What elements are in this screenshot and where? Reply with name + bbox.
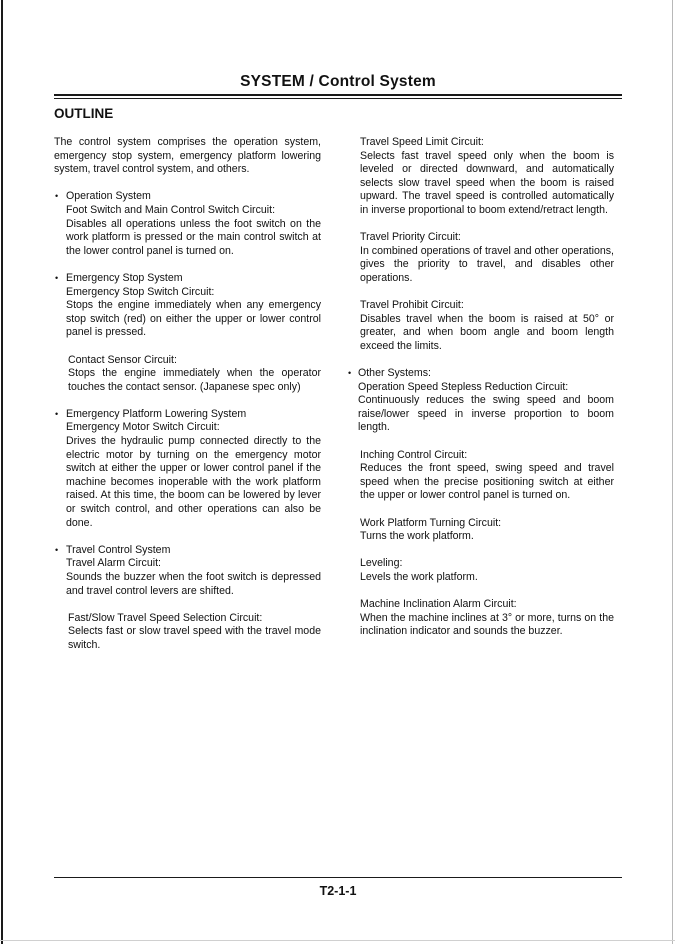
- item-description: Disables all operations unless the foot switch on the work platform is pressed or the main control switch at the lower control panel is turned on.: [66, 217, 321, 257]
- item-description: Continuously reduces the swing speed and boom raise/lower speed in inverse proportion to boom length.: [358, 394, 614, 434]
- item-subheading: Travel Alarm Circuit:: [66, 557, 161, 570]
- item-description: Drives the hydraulic pump connected directly to the electric motor by turning on the emergency motor switch at either the upper or lower control panel if the machine becomes inoperable with the work platform raised. At this time, the boom can be lowered by lever or switch control, and other operations can also be done.: [66, 435, 321, 529]
- right-column: [348, 136, 614, 653]
- header-rule-thick: [54, 94, 622, 96]
- inching-control-block: [348, 449, 614, 503]
- bullet-icon: •: [55, 191, 59, 202]
- block-description: In combined operations of travel and other operations, gives the priority to travel, and disables other operations.: [360, 244, 614, 284]
- section-heading: OUTLINE: [54, 106, 114, 121]
- item-description: Sounds the buzzer when the foot switch is depressed and travel control levers are shifted.: [66, 571, 321, 597]
- block-heading: Fast/Slow Travel Speed Selection Circuit:: [68, 611, 263, 624]
- block-heading: Inching Control Circuit:: [360, 448, 468, 461]
- block-heading: Travel Prohibit Circuit:: [360, 299, 464, 312]
- speed-limit-block: [348, 136, 614, 218]
- page-border-right: [672, 0, 673, 944]
- leveling-block: [348, 557, 614, 584]
- item-subheading: Operation Speed Stepless Reduction Circuit:: [358, 380, 569, 393]
- item-subheading: Emergency Motor Switch Circuit:: [66, 421, 220, 434]
- item-subheading: Emergency Stop Switch Circuit:: [66, 285, 215, 298]
- block-heading: Travel Speed Limit Circuit:: [360, 136, 484, 148]
- item-heading: Travel Control System: [66, 543, 171, 556]
- block-heading: Contact Sensor Circuit:: [68, 353, 177, 366]
- item-heading: Emergency Stop System: [66, 271, 183, 284]
- travel-prohibit-block: [348, 299, 614, 353]
- other-systems-item: [348, 367, 614, 435]
- bullet-icon: •: [348, 368, 352, 379]
- left-column: [54, 136, 321, 666]
- emergency-stop-item: [54, 272, 321, 340]
- operation-system-item: [54, 190, 321, 258]
- block-heading: Machine Inclination Alarm Circuit:: [360, 598, 517, 611]
- block-description: Levels the work platform.: [360, 571, 478, 583]
- bullet-icon: •: [55, 544, 59, 555]
- block-description: Selects fast travel speed only when the boom is leveled or directed downward, and automatically selects slow travel speed when the boom is raised upward. The travel speed is controlled automatically in inverse proportional to boom extend/retract length.: [360, 149, 614, 216]
- block-description: Disables travel when the boom is raised at 50° or greater, and when boom angle and boom length exceed the limits.: [360, 312, 614, 352]
- block-description: Selects fast or slow travel speed with the travel mode switch.: [68, 625, 321, 651]
- block-description: When the machine inclines at 3° or more, turns on the inclination indicator and sounds the buzzer.: [360, 611, 614, 638]
- item-heading: Operation System: [66, 190, 151, 203]
- travel-control-item: [54, 544, 321, 598]
- inclination-alarm-block: [348, 598, 614, 639]
- block-heading: Work Platform Turning Circuit:: [360, 516, 502, 529]
- fast-slow-block: [54, 612, 321, 653]
- bullet-icon: •: [55, 272, 59, 283]
- intro-paragraph: The control system comprises the operation system, emergency stop system, emergency platform lowering system, travel control system, and others.: [54, 136, 321, 176]
- item-heading: Emergency Platform Lowering System: [66, 407, 247, 420]
- bullet-icon: •: [55, 408, 59, 419]
- header-rule-thin: [54, 98, 622, 99]
- travel-priority-block: [348, 231, 614, 285]
- item-subheading: Foot Switch and Main Control Switch Circuit:: [66, 203, 276, 216]
- page-border-left: [1, 0, 3, 944]
- page-border-bottom: [0, 940, 675, 941]
- block-description: Turns the work platform.: [360, 530, 474, 543]
- block-heading: Travel Priority Circuit:: [360, 231, 461, 244]
- block-description: Stops the engine immediately when the operator touches the contact sensor. (Japanese spec only): [68, 367, 321, 393]
- item-heading: Other Systems:: [358, 367, 431, 380]
- page-title: SYSTEM / Control System: [240, 73, 436, 90]
- item-description: Stops the engine immediately when any emergency stop switch (red) on either the upper or lower control panel is pressed.: [66, 299, 321, 339]
- block-description: Reduces the front speed, swing speed and travel speed when the precise positioning switch at either the upper or lower control panel is turned on.: [360, 462, 614, 502]
- block-heading: Leveling:: [360, 557, 403, 570]
- platform-turning-block: [348, 517, 614, 544]
- emergency-lowering-item: [54, 408, 321, 530]
- contact-sensor-block: [54, 354, 321, 395]
- footer-rule: [54, 877, 622, 878]
- page-number: T2-1-1: [319, 884, 357, 898]
